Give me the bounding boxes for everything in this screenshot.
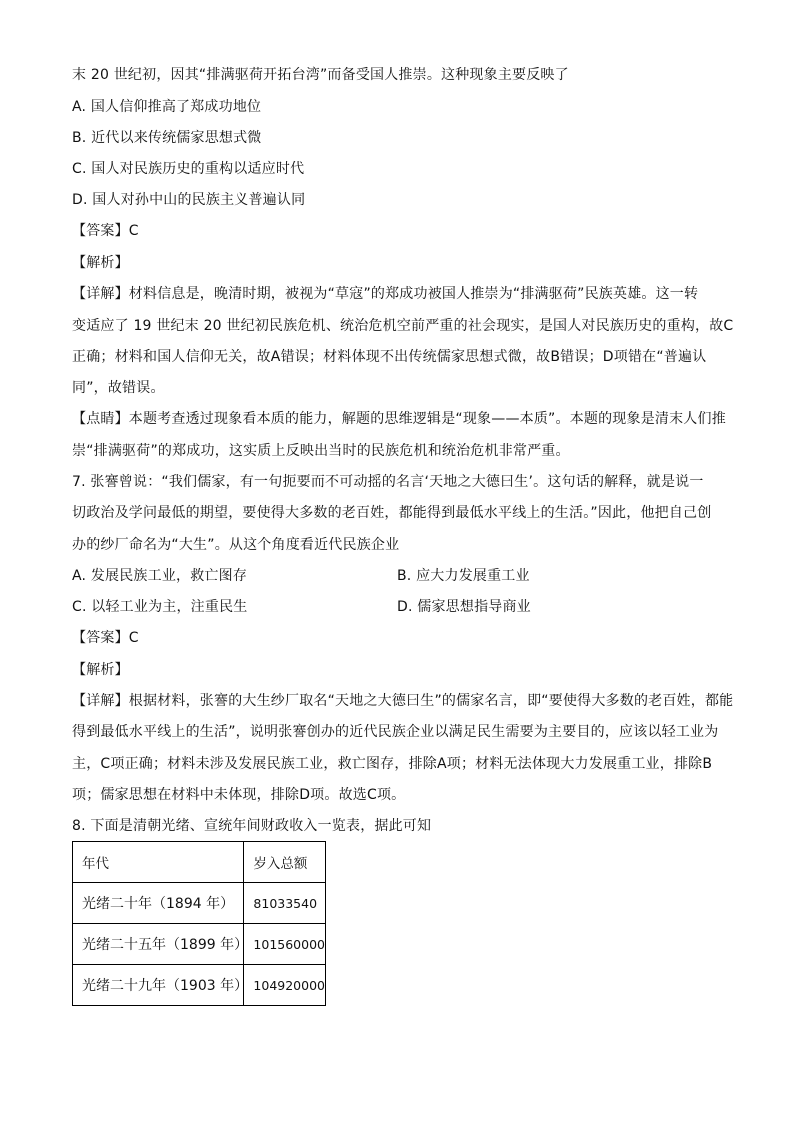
q7-stem-line-1: 7. 张謇曾说：“我们儒家，有一句扼要而不可动摇的名言‘天地之大德曰生’。这句话的解释，就是说一	[72, 474, 704, 490]
table-header-row	[73, 842, 326, 883]
q6-tip-line-2: 崇“排满驱荷”的郑成功，这实质上反映出当时的民族危机和统治危机非常严重。	[72, 443, 570, 459]
table-cell-year: 光绪二十五年（1899 年）	[73, 924, 244, 965]
q7-option-a: A. 发展民族工业，救亡图存	[72, 568, 248, 584]
q7-detail-line-1: 【详解】根据材料，张謇的大生纱厂取名“天地之大德曰生”的儒家名言，即“要使得大多数的老百姓，都能	[72, 693, 734, 709]
q7-option-d: D. 儒家思想指导商业	[397, 599, 531, 615]
table-cell-year: 光绪二十年（1894 年）	[73, 883, 244, 924]
q7-detail-line-2: 得到最低水平线上的生活”，说明张謇创办的近代民族企业以满足民生需要为主要目的，应该以轻工业为	[72, 724, 719, 740]
table-header-cell: 年代	[73, 842, 244, 883]
q6-detail-line-4: 同”，故错误。	[72, 380, 165, 396]
q7-detail-line-3: 主，C项正确；材料未涉及发展民族工业，救亡图存，排除A项；材料无法体现大力发展重工业，排除B	[72, 756, 713, 772]
q7-option-b: B. 应大力发展重工业	[397, 568, 530, 584]
q7-detail-line-4: 项；儒家思想在材料中未体现，排除D项。故选C项。	[72, 787, 406, 803]
q6-stem-line: 末 20 世纪初，因其“排满驱荷开拓台湾”而备受国人推崇。这种现象主要反映了	[72, 67, 569, 83]
revenue-table	[72, 841, 326, 1006]
q6-option-d: D. 国人对孙中山的民族主义普遍认同	[72, 192, 306, 208]
table-cell-year: 光绪二十九年（1903 年）	[73, 965, 244, 1006]
q6-analysis-label: 【解析】	[72, 255, 129, 271]
q7-stem-line-2: 切政治及学问最低的期望，要使得大多数的老百姓，都能得到最低水平线上的生活。”因此，他把自己创	[72, 505, 712, 521]
table-header-cell: 岁入总额	[244, 842, 326, 883]
q8-stem: 8. 下面是清朝光绪、宣统年间财政收入一览表，据此可知	[72, 818, 432, 834]
q7-answer: 【答案】C	[72, 630, 139, 646]
table-row	[73, 883, 326, 924]
q6-detail-line-1: 【详解】材料信息是，晚清时期，被视为“草寇”的郑成功被国人推崇为“排满驱荷”民族英雄。这一转	[72, 286, 699, 302]
table-cell-revenue: 104920000	[244, 965, 326, 1006]
table-cell-revenue: 101560000	[244, 924, 326, 965]
q6-option-c: C. 国人对民族历史的重构以适应时代	[72, 161, 305, 177]
q7-stem-line-3: 办的纱厂命名为“大生”。从这个角度看近代民族企业	[72, 537, 400, 553]
q6-tip-line-1: 【点睛】本题考查透过现象看本质的能力，解题的思维逻辑是“现象——本质”。本题的现象是清末人们推	[72, 411, 726, 427]
q6-option-b: B. 近代以来传统儒家思想式微	[72, 130, 262, 146]
table-row	[73, 924, 326, 965]
q6-answer: 【答案】C	[72, 223, 139, 239]
table-row	[73, 965, 326, 1006]
q7-analysis-label: 【解析】	[72, 662, 129, 678]
q6-detail-line-2: 变适应了 19 世纪末 20 世纪初民族危机、统治危机空前严重的社会现实，是国人对民族历史的重构，故C	[72, 318, 734, 334]
table-cell-revenue: 81033540	[244, 883, 326, 924]
q6-option-a: A. 国人信仰推高了郑成功地位	[72, 99, 262, 115]
q7-option-c: C. 以轻工业为主，注重民生	[72, 599, 248, 615]
q6-detail-line-3: 正确；材料和国人信仰无关，故A错误；材料体现不出传统儒家思想式微，故B错误；D项错在“普遍认	[72, 349, 707, 365]
